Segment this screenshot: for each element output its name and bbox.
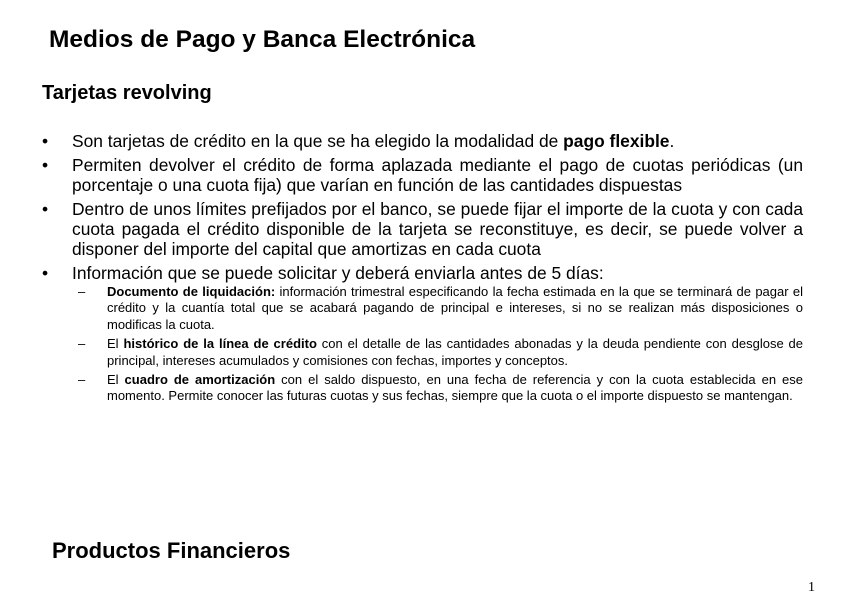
page-number: 1 [808, 580, 815, 595]
bullet-text: Permiten devolver el crédito de forma aplazada mediante el pago de cuotas periódicas (un porcentaje o una cuota fija) que varían en función de las cantidades dispuestas [72, 155, 803, 195]
sub-item-3 [72, 372, 803, 405]
sub-marker: – [78, 284, 86, 299]
footer-title: Productos Financieros [52, 538, 291, 563]
sub-text: con el saldo dispuesto, en una fecha de referencia y con la cuota establecida en ese momento. Permite conocer las futuras cuotas y sus fechas, siempre que la cuota o el importe dispuesto se mantengan. [107, 372, 804, 404]
bullet-marker: • [42, 131, 49, 151]
bullet-text: Información que se puede solicitar y deberá enviarla antes de 5 días: [72, 263, 604, 283]
bullet-text: Dentro de unos límites prefijados por el banco, se puede fijar el importe de la cuota y con cada cuota pagada el crédito disponible de la tarjeta se reconstituye, es decir, se puede volver a disponer del importe del capital que amortizas en cada cuota [72, 199, 803, 259]
sub-item-1 [72, 284, 803, 333]
page-title: Medios de Pago y Banca Electrónica [49, 26, 476, 53]
sub-text-start: El [107, 336, 124, 352]
bullet-marker: • [42, 155, 49, 175]
sub-text: información trimestral especificando la fecha estimada en la que se terminará de pagar el crédito y la cuantía total que se acabará pagando de principal e intereses, si no se realizan más disposiciones o modificas la cuota. [107, 284, 803, 332]
bullet-marker: • [42, 263, 49, 283]
section-title: Tarjetas revolving [42, 82, 212, 104]
sub-text-start: El [107, 372, 125, 388]
bullet-list [42, 131, 803, 409]
bullet-text: Son tarjetas de crédito en la que se ha elegido la modalidad de [72, 131, 564, 151]
sub-bold-text: Documento de liquidación: [107, 284, 276, 299]
bullet-item-1 [42, 131, 803, 151]
sub-bold-text: histórico de la línea de crédito [123, 336, 317, 352]
sub-marker: – [78, 336, 86, 352]
sub-marker: – [78, 372, 86, 388]
sub-list [72, 284, 803, 405]
bullet-item-2 [42, 155, 803, 195]
sub-text: con el detalle de las cantidades abonadas y la deuda pendiente con desglose de principal, intereses acumulados y comisiones con fechas, importes y conceptos. [107, 336, 804, 368]
bullet-item-3 [42, 199, 803, 259]
bullet-text-end: . [669, 131, 675, 151]
bullet-item-4 [42, 263, 803, 405]
sub-item-2 [72, 336, 803, 369]
bullet-bold-text: pago flexible [563, 131, 670, 151]
sub-bold-text: cuadro de amortización [124, 372, 276, 388]
bullet-marker: • [42, 199, 49, 219]
